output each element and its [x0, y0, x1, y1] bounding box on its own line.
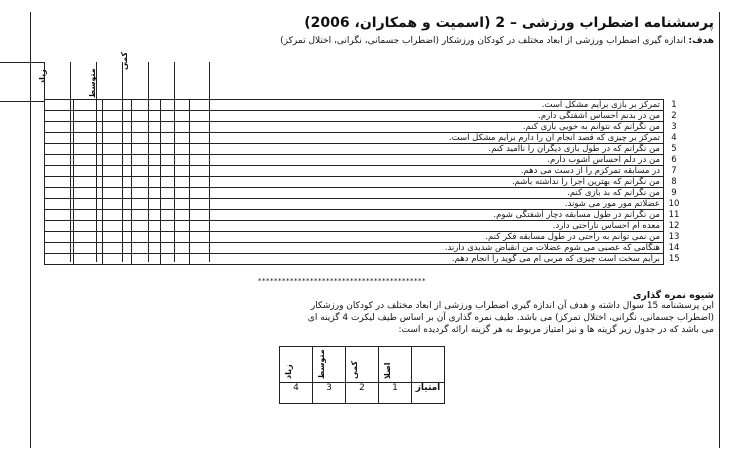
- answer-cell[interactable]: [132, 232, 161, 243]
- item-text: عضلاتم مور مور می شوند.: [190, 199, 664, 210]
- item-text: من نگرانم که بد بازی کنم.: [190, 188, 664, 199]
- header-col-label: کمی: [120, 51, 129, 70]
- scale-option-cell: [412, 347, 445, 383]
- answer-cell[interactable]: [161, 155, 190, 166]
- answer-cell[interactable]: [45, 100, 74, 111]
- answer-cell[interactable]: [103, 155, 132, 166]
- answer-cell[interactable]: [161, 232, 190, 243]
- answer-cell[interactable]: [74, 144, 103, 155]
- answer-cell[interactable]: [161, 254, 190, 265]
- answer-cell[interactable]: [74, 177, 103, 188]
- item-text: من نگرانم که در طول بازی دیگران را ناامید کنم.: [190, 144, 664, 155]
- scale-option-label: کمی: [350, 360, 359, 379]
- answer-cell[interactable]: [103, 188, 132, 199]
- answer-cell[interactable]: [74, 111, 103, 122]
- document-title: پرسشنامه اضطراب ورزشی – 2 (اسمیت و همکاران، 2006): [304, 15, 714, 31]
- table-row: [45, 166, 685, 177]
- answer-cell[interactable]: [45, 111, 74, 122]
- answer-cell[interactable]: [45, 254, 74, 265]
- answer-cell[interactable]: [103, 221, 132, 232]
- scale-scores-table: [279, 382, 445, 404]
- answer-cell[interactable]: [161, 210, 190, 221]
- scale-option-cell: [346, 347, 379, 383]
- scale-score-label: امتیاز: [412, 383, 445, 404]
- item-number: 6: [671, 155, 677, 165]
- answer-cell[interactable]: [132, 199, 161, 210]
- item-text: من نمی توانم به راحتی در طول مسابقه فکر کنم.: [190, 232, 664, 243]
- answer-cell[interactable]: [161, 100, 190, 111]
- item-text: در مسابقه تمرکزم را از دست می دهم.: [190, 166, 664, 177]
- scale-options-table: [279, 346, 445, 383]
- answer-cell[interactable]: [103, 243, 132, 254]
- scale-option-cell: [280, 347, 313, 383]
- answer-cell[interactable]: [45, 133, 74, 144]
- answer-cell[interactable]: [74, 155, 103, 166]
- answer-cell[interactable]: [161, 221, 190, 232]
- table-row: [45, 254, 685, 265]
- item-text: من نگرانم که بهترین اجرا را نداشته باشم.: [190, 177, 664, 188]
- answer-cell[interactable]: [74, 133, 103, 144]
- items-table: [44, 99, 685, 265]
- goal-paragraph: [194, 35, 714, 47]
- table-row: [45, 232, 685, 243]
- answer-cell[interactable]: [132, 221, 161, 232]
- table-row: [45, 122, 685, 133]
- answer-cell[interactable]: [45, 188, 74, 199]
- answer-cell[interactable]: [132, 133, 161, 144]
- answer-cell[interactable]: [45, 221, 74, 232]
- answer-cell[interactable]: [161, 177, 190, 188]
- answer-cell[interactable]: [161, 188, 190, 199]
- table-row: [45, 243, 685, 254]
- item-number: 12: [668, 221, 680, 231]
- answer-cell[interactable]: [74, 122, 103, 133]
- answer-cell[interactable]: [74, 100, 103, 111]
- item-text: معده ام احساس ناراحتی دارد.: [190, 221, 664, 232]
- goal-text: اندازه گیری اضطراب ورزشی از ابعاد مختلف در کودکان ورزشکار (اضطراب جسمانی، نگرانی، اختلال تمرکز): [280, 36, 689, 46]
- answer-cell[interactable]: [103, 177, 132, 188]
- answer-cell[interactable]: [132, 111, 161, 122]
- answer-cell[interactable]: [74, 221, 103, 232]
- answer-cell[interactable]: [103, 232, 132, 243]
- answer-cell[interactable]: [45, 166, 74, 177]
- scale-score: 1: [379, 383, 412, 404]
- table-row: [45, 199, 685, 210]
- table-row: [45, 210, 685, 221]
- answer-cell[interactable]: [132, 144, 161, 155]
- item-number: 11: [668, 210, 680, 220]
- answer-cell[interactable]: [74, 243, 103, 254]
- answer-cell[interactable]: [132, 210, 161, 221]
- answer-cell[interactable]: [74, 210, 103, 221]
- item-text: من در دلم احساس آشوب دارم.: [190, 155, 664, 166]
- header-col-label: زیاد: [38, 69, 47, 84]
- answer-cell[interactable]: [45, 210, 74, 221]
- answer-cell[interactable]: [45, 144, 74, 155]
- answer-cell[interactable]: [161, 144, 190, 155]
- answer-cell[interactable]: [45, 199, 74, 210]
- answer-cell[interactable]: [132, 188, 161, 199]
- answer-cell[interactable]: [103, 122, 132, 133]
- item-number: 15: [668, 254, 680, 264]
- answer-cell[interactable]: [103, 144, 132, 155]
- answer-cell[interactable]: [132, 100, 161, 111]
- answer-cell[interactable]: [74, 199, 103, 210]
- answer-cell[interactable]: [132, 254, 161, 265]
- item-number: 4: [671, 133, 677, 143]
- answer-cell[interactable]: [74, 188, 103, 199]
- scale-score: 4: [280, 383, 313, 404]
- table-row: [45, 188, 685, 199]
- answer-cell[interactable]: [45, 243, 74, 254]
- scale-option-cell: [379, 347, 412, 383]
- item-number: 10: [668, 199, 680, 209]
- answer-cell[interactable]: [132, 155, 161, 166]
- table-row: [45, 221, 685, 232]
- answer-cell[interactable]: [74, 254, 103, 265]
- answer-cell[interactable]: [103, 111, 132, 122]
- answer-cell[interactable]: [132, 243, 161, 254]
- answer-cell[interactable]: [103, 210, 132, 221]
- scale-option-cell: [313, 347, 346, 383]
- answer-cell[interactable]: [161, 111, 190, 122]
- page-border-right: [719, 12, 720, 448]
- item-number: 2: [671, 111, 677, 121]
- item-number: 1: [671, 100, 677, 110]
- scale-option-label: اصلا: [383, 362, 392, 379]
- table-row: [45, 177, 685, 188]
- answer-cell[interactable]: [45, 155, 74, 166]
- answer-cell[interactable]: [103, 133, 132, 144]
- answer-cell[interactable]: [161, 133, 190, 144]
- scale-option-label: متوسط: [317, 349, 326, 379]
- item-text: تمرکز بر چیزی که قصد انجام آن را دارم برایم مشکل است.: [190, 133, 664, 144]
- scale-option-label: زیاد: [284, 364, 293, 379]
- answer-cell[interactable]: [74, 166, 103, 177]
- table-row: [45, 100, 685, 111]
- scale-score: 3: [313, 383, 346, 404]
- item-text: تمرکز بر بازی برایم مشکل است.: [190, 100, 664, 111]
- answer-cell[interactable]: [161, 122, 190, 133]
- answer-cell[interactable]: [103, 166, 132, 177]
- header-col-label: متوسط: [88, 68, 97, 98]
- item-number: 14: [668, 243, 680, 253]
- answer-cell[interactable]: [45, 122, 74, 133]
- item-text: من نگرانم در طول مسابقه دچار آشفتگی شوم.: [190, 210, 664, 221]
- item-text: من نگرانم که نتوانم به خوبی بازی کنم.: [190, 122, 664, 133]
- scale-score: 2: [346, 383, 379, 404]
- answer-cell[interactable]: [161, 243, 190, 254]
- table-row: [45, 144, 685, 155]
- scoring-text: این پرسشنامه 15 سوال داشته و هدف آن اندازه گیری اضطراب ورزشی از ابعاد مختلف در کودکان ورزشکار (اضطراب جسمانی، نگرانی، اختلال تمرکز) می باشد. طیف نمره گذاری آن بر اساس طیف لیکرت 4 گزینه ای می باشد که در جدول زیر گزینه ها و نیز امتیاز مربوط به هر گزینه ارائه گردیده است:: [307, 301, 714, 335]
- answer-cell[interactable]: [103, 199, 132, 210]
- answer-cell[interactable]: [132, 122, 161, 133]
- answer-cell[interactable]: [103, 100, 132, 111]
- item-text: هنگامی که عصبی می شوم عضلات من انقباض شدیدی دارند.: [190, 243, 664, 254]
- item-number: 9: [671, 188, 677, 198]
- answer-cell[interactable]: [161, 199, 190, 210]
- answer-cell[interactable]: [103, 254, 132, 265]
- answer-cell[interactable]: [132, 177, 161, 188]
- item-text: من در بدنم احساس آشفتگی دارم.: [190, 111, 664, 122]
- answer-cell[interactable]: [45, 232, 74, 243]
- item-number: 7: [671, 166, 677, 176]
- answer-cell[interactable]: [74, 232, 103, 243]
- item-number: 3: [671, 122, 677, 132]
- table-row: [45, 133, 685, 144]
- table-row: [45, 111, 685, 122]
- item-text: برایم سخت است چیزی که مربی ام می گوید را انجام دهم.: [190, 254, 664, 265]
- item-number: 5: [671, 144, 677, 154]
- answer-cell[interactable]: [161, 166, 190, 177]
- table-row: [45, 155, 685, 166]
- goal-label: هدف:: [688, 36, 714, 46]
- item-number: 8: [671, 177, 677, 187]
- answer-cell[interactable]: [45, 177, 74, 188]
- item-number: 13: [668, 232, 680, 242]
- scoring-title: شیوه نمره گذاری: [632, 290, 714, 301]
- section-divider: ******************************************: [258, 277, 426, 285]
- answer-cell[interactable]: [132, 166, 161, 177]
